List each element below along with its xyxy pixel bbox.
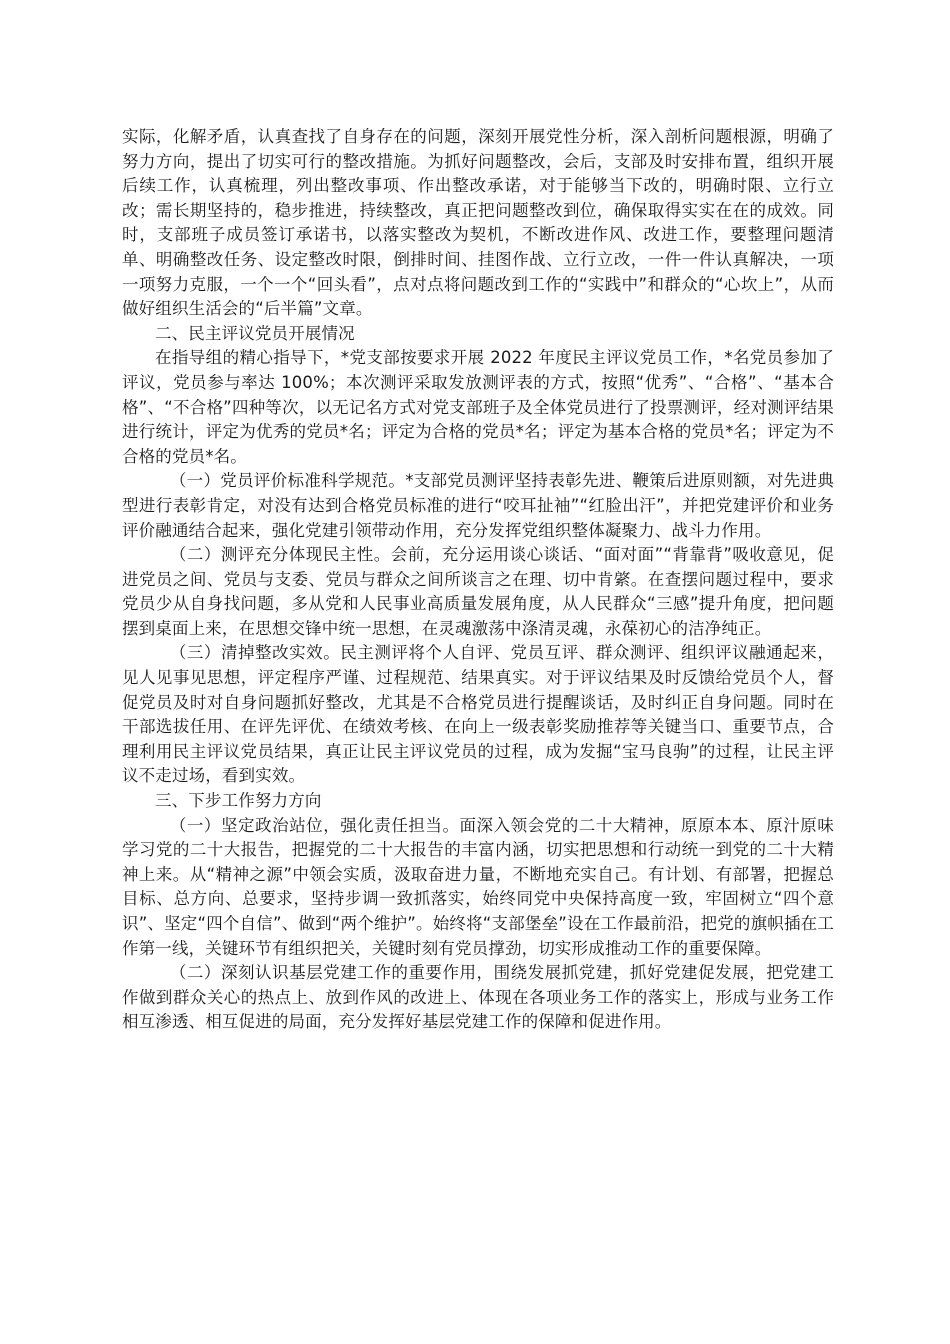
paragraph-direction-party-building: （二）深刻认识基层党建工作的重要作用，围绕发展抓党建，抓好党建促发展，把党建工作做到群众关心的热点上、放到作风的改进上、体现在各项业务工作的落实上，形成与业务工作相互渗透、相互促进的局面，充分发挥好基层党建工作的保障和促进作用。 <box>122 963 834 1032</box>
document-body <box>122 125 834 1035</box>
paragraph-evaluation-democracy: （二）测评充分体现民主性。会前，充分运用谈心谈话、“面对面”“背靠背”吸收意见，促进党员之间、党员与支委、党员与群众之间所谈言之在理、切中肯綮。在查摆问题过程中，要求党员少从自身找问题，多从党和人民事业高质量发展角度，从人民群众“三感”提升角度，把问题摆到桌面上来，在思想交锋中统一思想，在灵魂激荡中涤清灵魂，永葆初心的洁净纯正。 <box>122 545 834 638</box>
section-heading-3: 三、下步工作努力方向 <box>155 791 322 811</box>
paragraph-direction-political: （一）坚定政治站位，强化责任担当。面深入领会党的二十大精神，原原本本、原汁原味学习党的二十大报告，把握党的二十大报告的丰富内涵，切实把思想和行动统一到党的二十大精神上来。从“精神之源”中领会实质，汲取奋进力量，不断地充实自己。有计划、有部署，把握总目标、总方向、总要求，坚持步调一致抓落实，始终同党中央保持高度一致，牢固树立“四个意识”、坚定“四个自信”、做到“两个维护”。始终将“支部堡垒”设在工作最前沿，把党的旗帜插在工作第一线，关键环节有组织把关，关键时刻有党员撑劲，切实形成推动工作的重要保障。 <box>122 815 834 958</box>
paragraph-evaluation-standards: （一）党员评价标准科学规范。*支部党员测评坚持表彰先进、鞭策后进原则额，对先进典型进行表彰肯定，对没有达到合格党员标准的进行“咬耳扯袖”“红脸出汗”，并把党建评价和业务评价融通结合起来，强化党建引领带动作用，充分发挥党组织整体凝聚力、战斗力作用。 <box>122 471 834 540</box>
paragraph-evaluation-results: （三）清掉整改实效。民主测评将个人自评、党员互评、群众测评、组织评议融通起来，见人见事见思想，评定程序严谨、过程规范、结果真实。对于评议结果及时反馈给党员个人，督促党员及时对自身问题抓好整改，尤其是不合格党员进行提醒谈话，及时纠正自身问题。同时在干部选拔任用、在评先评优、在绩效考核、在向上一级表彰奖励推荐等关键当口、重要节点，合理利用民主评议党员结果，真正让民主评议党员的过程，成为发掘“宝马良驹”的过程，让民主评议不走过场，看到实效。 <box>122 643 834 786</box>
paragraph-evaluation-overview: 在指导组的精心指导下，*党支部按要求开展 2022 年度民主评议党员工作，*名党员参加了评议，党员参与率达 100%；本次测评采取发放测评表的方式，按照“优秀”、“合格”、“基本合格”、“不合格”四种等次，以无记名方式对党支部班子及全体党员进行了投票测评，经对测评结果进行统计，评定为优秀的党员*名；评定为合格的党员*名；评定为基本合格的党员*名；评定为不合格的党员*名。 <box>122 348 834 466</box>
paragraph-rectification: 实际，化解矛盾，认真查找了自身存在的问题，深刻开展党性分析，深入剖析问题根源，明确了努力方向，提出了切实可行的整改措施。为抓好问题整改，会后，支部及时安排布置，组织开展后续工作，认真梳理，列出整改事项、作出整改承诺，对于能够当下改的，明确时限、立行立改；需长期坚持的，稳步推进，持续整改，真正把问题整改到位，确保取得实实在在的成效。同时，支部班子成员签订承诺书，以落实整改为契机，不断改进作风、改进工作，要整理问题清单、明确整改任务、设定整改时限，倒排时间、挂图作战、立行立改，一件一件认真解决，一项一项努力克服，一个一个“回头看”，点对点将问题改到工作的“实践中”和群众的“心坎上”，从而做好组织生活会的“后半篇”文章。 <box>122 127 834 319</box>
section-heading-2: 二、民主评议党员开展情况 <box>155 323 355 343</box>
